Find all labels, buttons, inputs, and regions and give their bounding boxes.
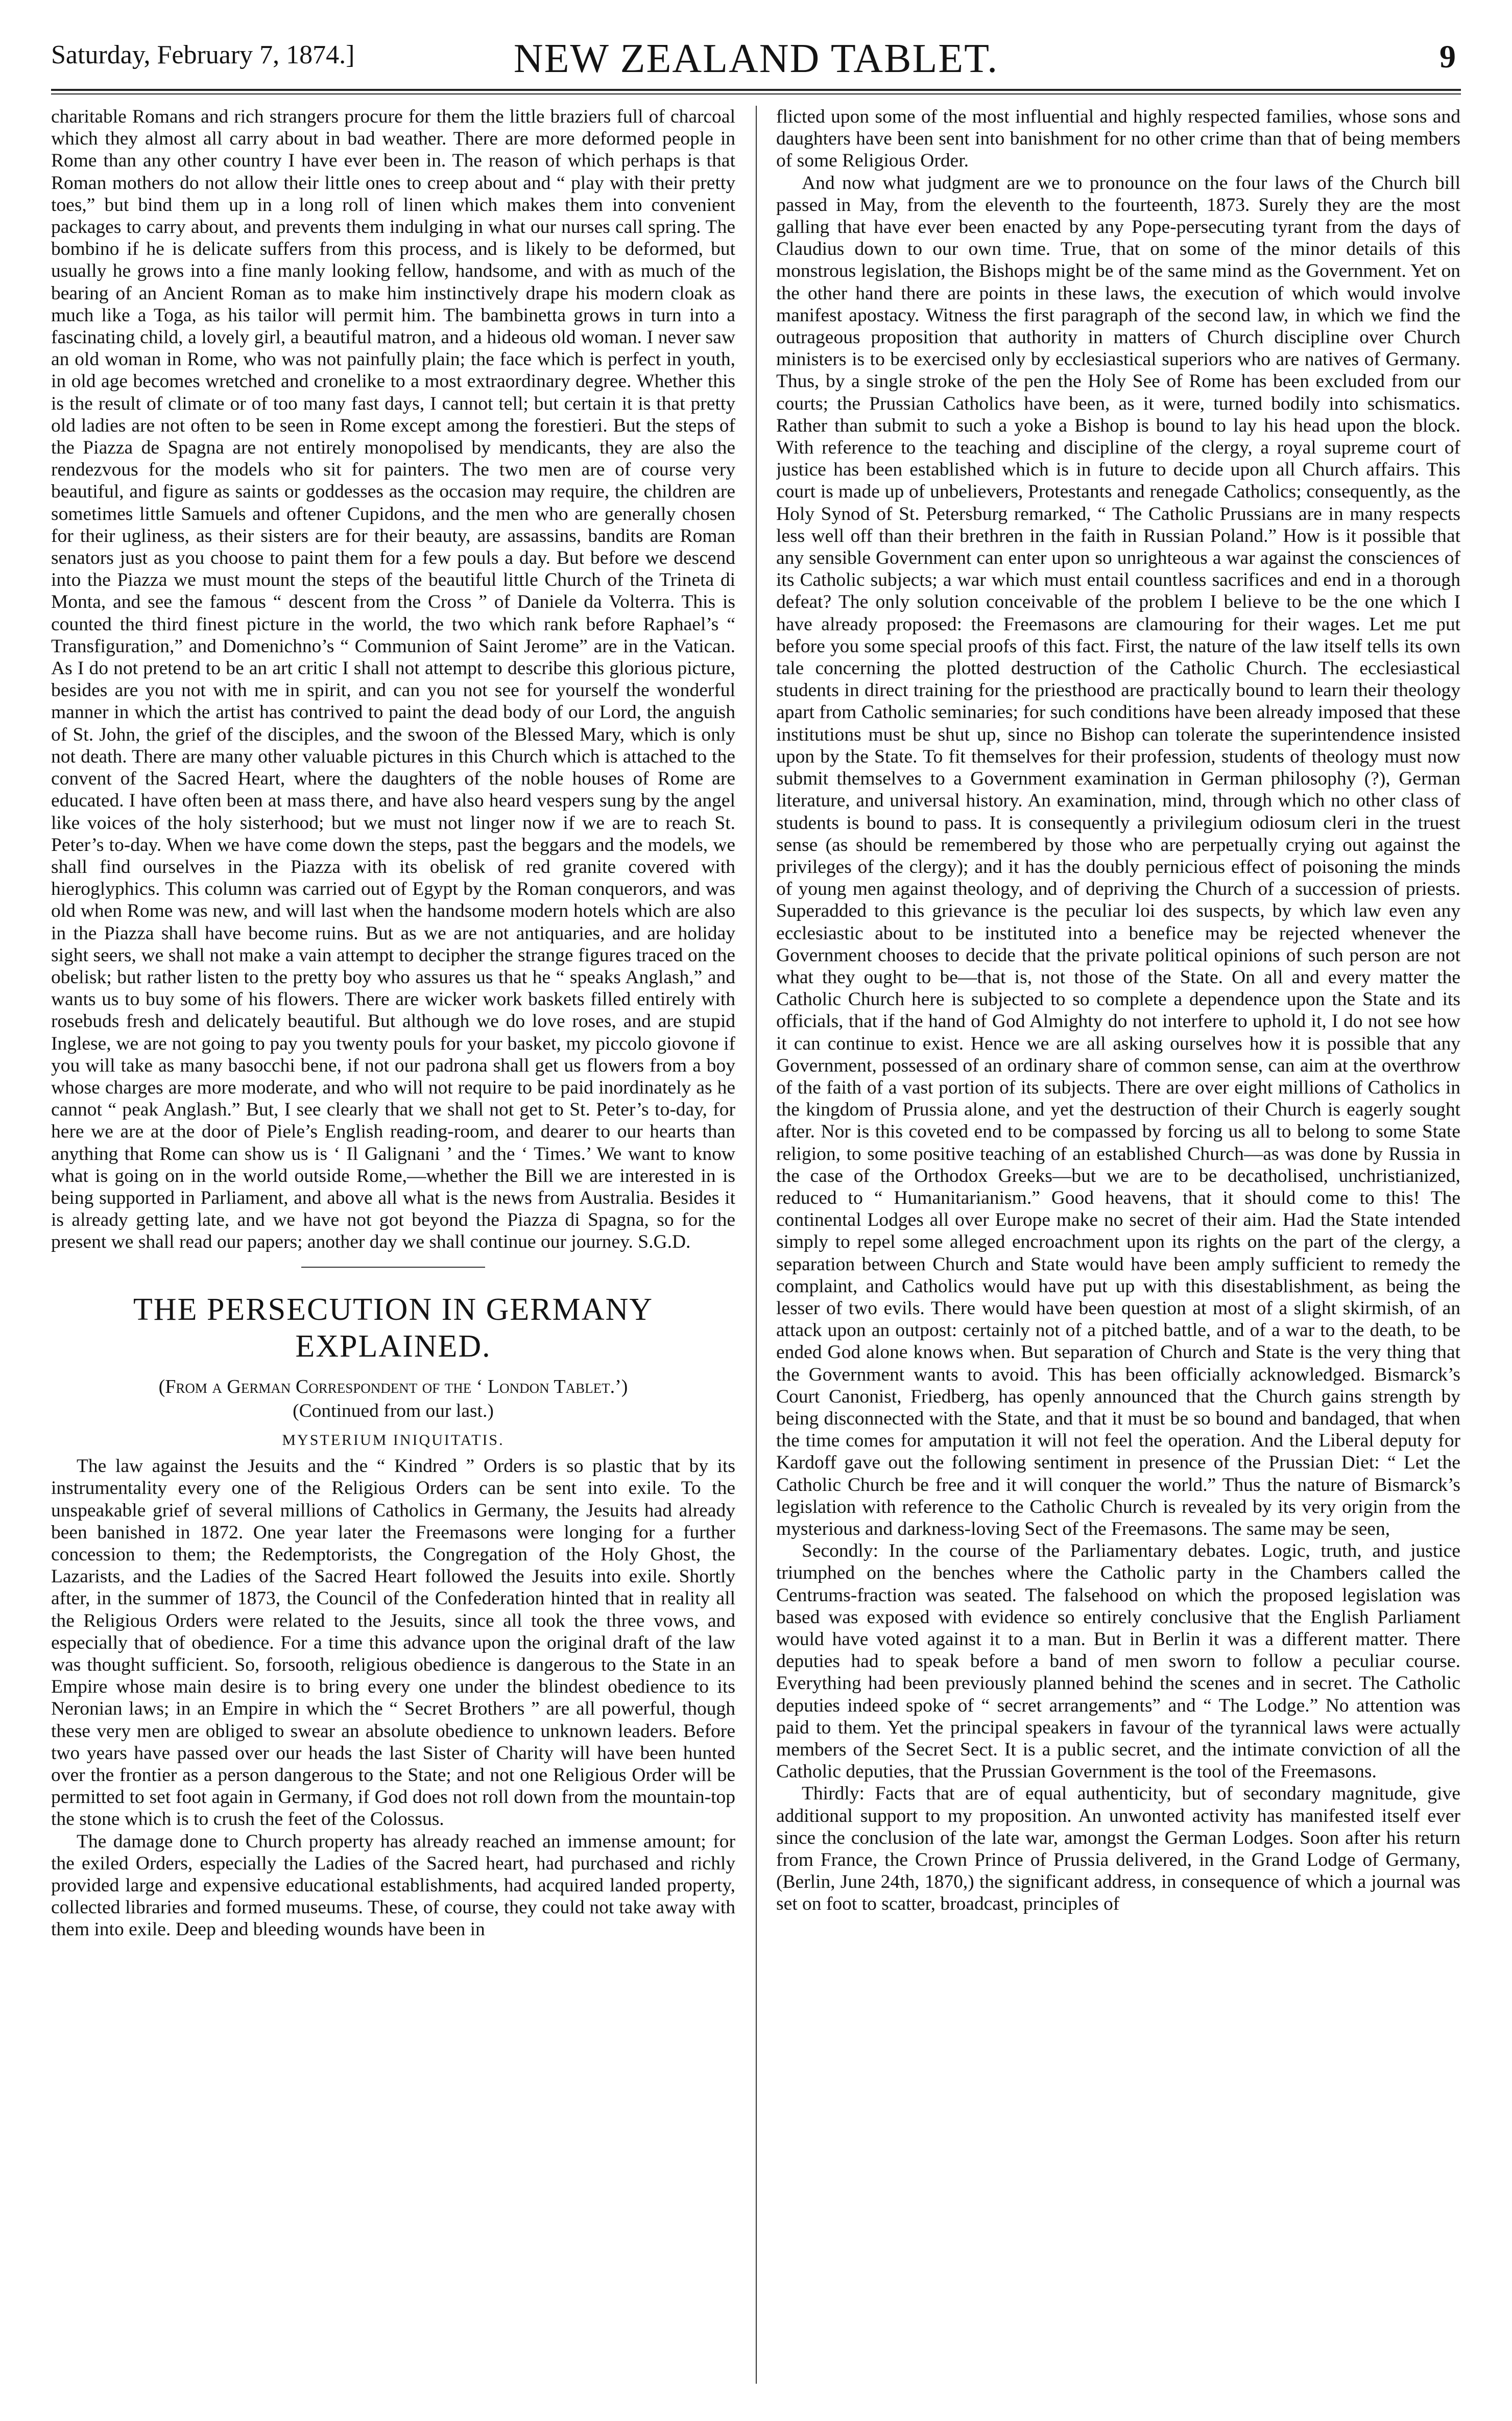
right-column — [776, 106, 1460, 2384]
article-subhead: MYSTERIUM INIQUITATIS. — [282, 1431, 505, 1449]
article-separator-rule — [301, 1267, 485, 1268]
masthead-title: NEW ZEALAND TABLET. — [513, 36, 999, 81]
article-continued-note: (Continued from our last.) — [293, 1400, 494, 1421]
page-header — [51, 36, 1461, 87]
article-byline: (From a German Correspondent of the ‘ London Tablet.’) — [158, 1375, 628, 1397]
issue-date: Saturday, February 7, 1874.] — [51, 40, 355, 69]
article-title: THE PERSECUTION IN GERMANY EXPLAINED. — [133, 1292, 654, 1364]
article-paragraph: The damage done to Church property has already reached an immense amount; for the exiled Orders, especially the Ladies of the Sacred heart, had purchased and richly provided large and expensive educational establishments, had acquired landed property, collected libraries and formed museums. These, of course, they could not take away with them into exile. Deep and bleeding wounds have been in — [51, 1831, 735, 1940]
article-paragraph: flicted upon some of the most influential and highly respected families, whose sons and daughters have been sent into banishment for no other crime than that of being members of some Religious Order. — [776, 106, 1460, 172]
header-rule-thin — [51, 93, 1461, 94]
header-rule-thick — [51, 89, 1461, 91]
article-paragraph: Thirdly: Facts that are of equal authenticity, but of secondary magnitude, give additional support to my proposition. An unwonted activity has manifested itself ever since the conclusion of the late war, amongst the German Lodges. Soon after his return from France, the Crown Prince of Prussia delivered, in the Grand Lodge of Germany, (Berlin, June 24th, 1870,) the significant address, in consequence of which a journal was set on foot to scatter, broadcast, principles of — [776, 1783, 1460, 1915]
text-columns — [51, 106, 1461, 2384]
left-column — [51, 106, 735, 2384]
page-number: 9 — [1439, 38, 1456, 75]
column-divider — [756, 106, 757, 2384]
article-paragraph: The law against the Jesuits and the “ Kindred ” Orders is so plastic that by its instrumentality every one of the Religious Orders can be sent into exile. To the unspeakable grief of several millions of Catholics in Germany, the Jesuits had already been banished in 1872. One year later the Freemasons were longing for a further concession to them; the Redemptorists, the Congregation of the Holy Ghost, the Lazarists, and the Ladies of the Sacred Heart followed the Jesuits into exile. Shortly after, in the summer of 1873, the Council of the Confederation hinted that in reality all the Religious Orders were related to the Jesuits, since all took the three vows, and especially that of obedience. For a time this advance upon the original draft of the law was thought sufficient. So, forsooth, religious obedience is dangerous to the State in an Empire whose main desire is to bring every one under the blindest obedience to its Neronian laws; in an Empire in which the “ Secret Brothers ” are all powerful, though these very men are obliged to swear an absolute obedience to unknown leaders. Before two years have passed over our heads the last Sister of Charity will have been hunted over the frontier as a person dangerous to the State; and not one Religious Order will be permitted to set foot again in Germany, if God does not roll down from the mountain-top the stone which is to crush the feet of the Colossus. — [51, 1456, 735, 1830]
left-column-paragraph: charitable Romans and rich strangers procure for them the little braziers full of charcoal which they almost all carry about in bad weather. There are more deformed people in Rome than any other country I have ever been in. The reason of which perhaps is that Roman mothers do not allow their little ones to creep about and “ play with their pretty toes,” but bind them up in a long roll of linen which makes them into convenient packages to carry about, and prevents them indulging in what our nurses call spring. The bombino if he is delicate suffers from this process, and is likely to be deformed, but usually he grows into a fine manly looking fellow, handsome, and with as much of the bearing of an Ancient Roman as to make him instinctively drape his modern cloak as much like a Toga, as his tailor will permit him. The bambinetta grows in turn into a fascinating child, a lovely girl, a beautiful matron, and a hideous old woman. I never saw an old woman in Rome, who was not painfully plain; the face which is perfect in youth, in old age becomes wretched and cronelike to a most extraordinary degree. Whether this is the result of climate or of too many fast days, I cannot tell; but certain it is that pretty old ladies are not often to be seen in Rome except among the forestieri. But the steps of the Piazza de Spagna are not entirely monopolised by mendicants, they are also the rendezvous for the models who sit for painters. The two men are of course very beautiful, and figure as saints or goddesses as the occasion may require, the children are sometimes little Samuels and oftener Cupidons, and the men who are generally chosen for their ugliness, as their sisters are for their beauty, are assassins, bandits are Roman senators just as you choose to paint them for a few pouls a day. But before we descend into the Piazza we must mount the steps of the beautiful little Church of the Trineta di Monta, and see the famous “ descent from the Cross ” of Daniele da Volterra. This is counted the third finest picture in the world, the two which rank before Raphael’s “ Transfiguration,” and Domenichno’s “ Communion of Saint Jerome” are in the Vatican. As I do not pretend to be an art critic I shall not attempt to describe this glorious picture, besides are you not with me in spirit, and can you not see for yourself the wonderful manner in which the artist has contrived to paint the dead body of our Lord, the anguish of St. John, the grief of the disciples, and the swoon of the Blessed Mary, which is only not death. There are many other valuable pictures in this Church which is attached to the convent of the Sacred Heart, where the daughters of the noble houses of Rome are educated. I have often been at mass there, and have also heard vespers sung by the angel like voices of the holy sisterhood; but we must not linger now if we are to reach St. Peter’s to-day. When we have come down the steps, past the beggars and the models, we shall find ourselves in the Piazza with its obelisk of red granite covered with hieroglyphics. This column was carried out of Egypt by the Roman conquerors, and was old when Rome was new, and will last when the handsome modern hotels which are also in the Piazza shall have become ruins. But as we are not antiquaries, and are holiday sight seers, we shall not make a vain attempt to decipher the strange figures traced on the obelisk; but rather listen to the pretty boy who assures us that he “ speaks Anglash,” and wants us to buy some of his flowers. There are wicker work baskets filled entirely with rosebuds fresh and delicately beautiful. But although we do love roses, and are stupid Inglese, we are not going to pay you twenty pouls for your basket, my piccolo giovone if you will take as many basocchi bene, if not our padrona shall get us flowers from a boy whose charges are more moderate, and who will not require to be paid inordinately as he cannot “ peak Anglash.” But, I see clearly that we shall not get to St. Peter’s to-day, for here we are at the door of Piele’s English reading-room, and dearer to our hearts than anything that Rome can show us is ‘ Il Galignani ’ and the ‘ Times.’ We want to know what is going on in the world outside Rome,—whether the Bill we are interested in is being supported in Parliament, and above all what is the news from Australia. Besides it is already getting late, and we have not got beyond the Piazza di Spagna, so for the present we shall read our papers; another day we shall continue our journey. S.G.D. — [51, 106, 735, 1253]
article-paragraph: And now what judgment are we to pronounce on the four laws of the Church bill passed in May, from the eleventh to the fourteenth, 1873. Surely they are the most galling that have ever been enacted by any Pope-persecuting tyrant from the days of Claudius down to our own time. True, that on some of the minor details of this monstrous legislation, the Bishops might be of the same mind as the Government. Yet on the other hand there are points in these laws, the execution of which would involve manifest apostacy. Witness the first paragraph of the second law, in which we find the outrageous proposition that authority in matters of Church discipline over Church ministers is to be exercised only by ecclesiastical superiors who are natives of Germany. Thus, by a single stroke of the pen the Holy See of Rome has been excluded from our courts; the Prussian Catholics have been, as it were, turned bodily into schismatics. Rather than submit to such a yoke a Bishop is bound to lay his head upon the block. With reference to the teaching and discipline of the clergy, a royal supreme court of justice has been established which is in future to decide upon all Church affairs. This court is made up of unbelievers, Protestants and renegade Catholics; consequently, as the Holy Synod of St. Petersburg remarked, “ The Catholic Prussians are in many respects less well off than their brethren in the faith in Russian Poland.” How is it possible that any sensible Government can enter upon so unrighteous a war against the consciences of its Catholic subjects; a war which must entail countless sacrifices and end in a thorough defeat? The only solution conceivable of the problem I believe to be the one which I have already proposed: the Freemasons are clamouring for their wages. Let me put before you some special proofs of this fact. First, the nature of the law itself tells its own tale concerning the plotted destruction of the Catholic Church. The ecclesiastical students in direct training for the priesthood are practically bound to learn their theology apart from Catholic seminaries; for such conditions have been already imposed that these institutions must be shut up, since no Bishop can tolerate the superintendence insisted upon by the State. To fit themselves for their profession, students of theology must now submit themselves to a Government examination in German philosophy (?), German literature, and universal history. An examination, mind, through which no other class of students is bound to pass. It is consequently a privilegium odiosum cleri in the truest sense (as should be remembered by those who are perpetually crying out against the privileges of the clergy); and it has the doubly pernicious effect of poisoning the minds of young men against theology, and of depriving the Church of a succession of priests. Superadded to this grievance is the peculiar loi des suspects, by which law even any ecclesiastic about to be instituted into a benefice may be rejected whenever the Government chooses to decide that the private political opinions of such person are not what they ought to be—that is, not those of the State. On all and every matter the Catholic Church here is subjected to so complete a dependence upon the State and its officials, that if the hand of God Almighty do not interfere to uphold it, I do not see how it can continue to exist. Hence we are all asking ourselves how it is possible that any Government, possessed of an ordinary share of common sense, can aim at the overthrow of the faith of a vast portion of its subjects. There are over eight millions of Catholics in the kingdom of Prussia alone, and yet the destruction of their Church is eagerly sought after. Nor is this coveted end to be compassed by forcing us all to belong to some State religion, to some positive teaching of an established Church—as was done by Russia in the case of the Orthodox Greeks—but we are to be decatholised, unchristianized, reduced to “ Humanitarianism.” Good heavens, that it should come to this! The continental Lodges all over Europe make no secret of their aim. Had the State intended simply to repel some alleged encroachment upon its rights on the part of the clergy, a separation between Church and State would have been amply sufficient to remedy the complaint, and Catholics would have put up with this disestablishment, as being the lesser of two evils. There would have been question at most of a slight skirmish, of an attack upon an outpost: certainly not of a pitched battle, and of a war to the death, to be ended God alone knows when. But separation of Church and State is the very thing that the Government wants to avoid. This has been officially acknowledged. Bismarck’s Court Canonist, Friedberg, has openly announced that the Church gains strength by being disconnected with the State, and that it must be so bound and bandaged, that when the time comes for amputation it will not feel the operation. And the Liberal deputy for Kardoff gave out the following sentiment in presence of the Prussian Diet: “ Let the Catholic Church be free and it will conquer the world.” Thus the nature of Bismarck’s legislation with reference to the Catholic Church is revealed by its very origin from the mysterious and darkness-loving Sect of the Freemasons. The same may be seen, — [776, 172, 1460, 1539]
article-paragraph: Secondly: In the course of the Parliamentary debates. Logic, truth, and justice triumphed on the benches where the Catholic party in the Chambers called the Centrums-fraction was seated. The falsehood on which the proposed legislation was based was exposed with evidence so entirely conclusive that the English Parliament would have voted against it to a man. But in Berlin it was a different matter. There deputies had to speak before a band of men sworn to follow a peculiar course. Everything had been previously planned behind the scenes and in secret. The Catholic deputies indeed spoke of “ secret arrangements” and “ The Lodge.” No attention was paid to them. Yet the principal speakers in favour of the tyrannical laws were actually members of the Secret Sect. It is a public secret, and the intimate conviction of all the Catholic deputies, that the Prussian Government is the tool of the Freemasons. — [776, 1540, 1460, 1783]
